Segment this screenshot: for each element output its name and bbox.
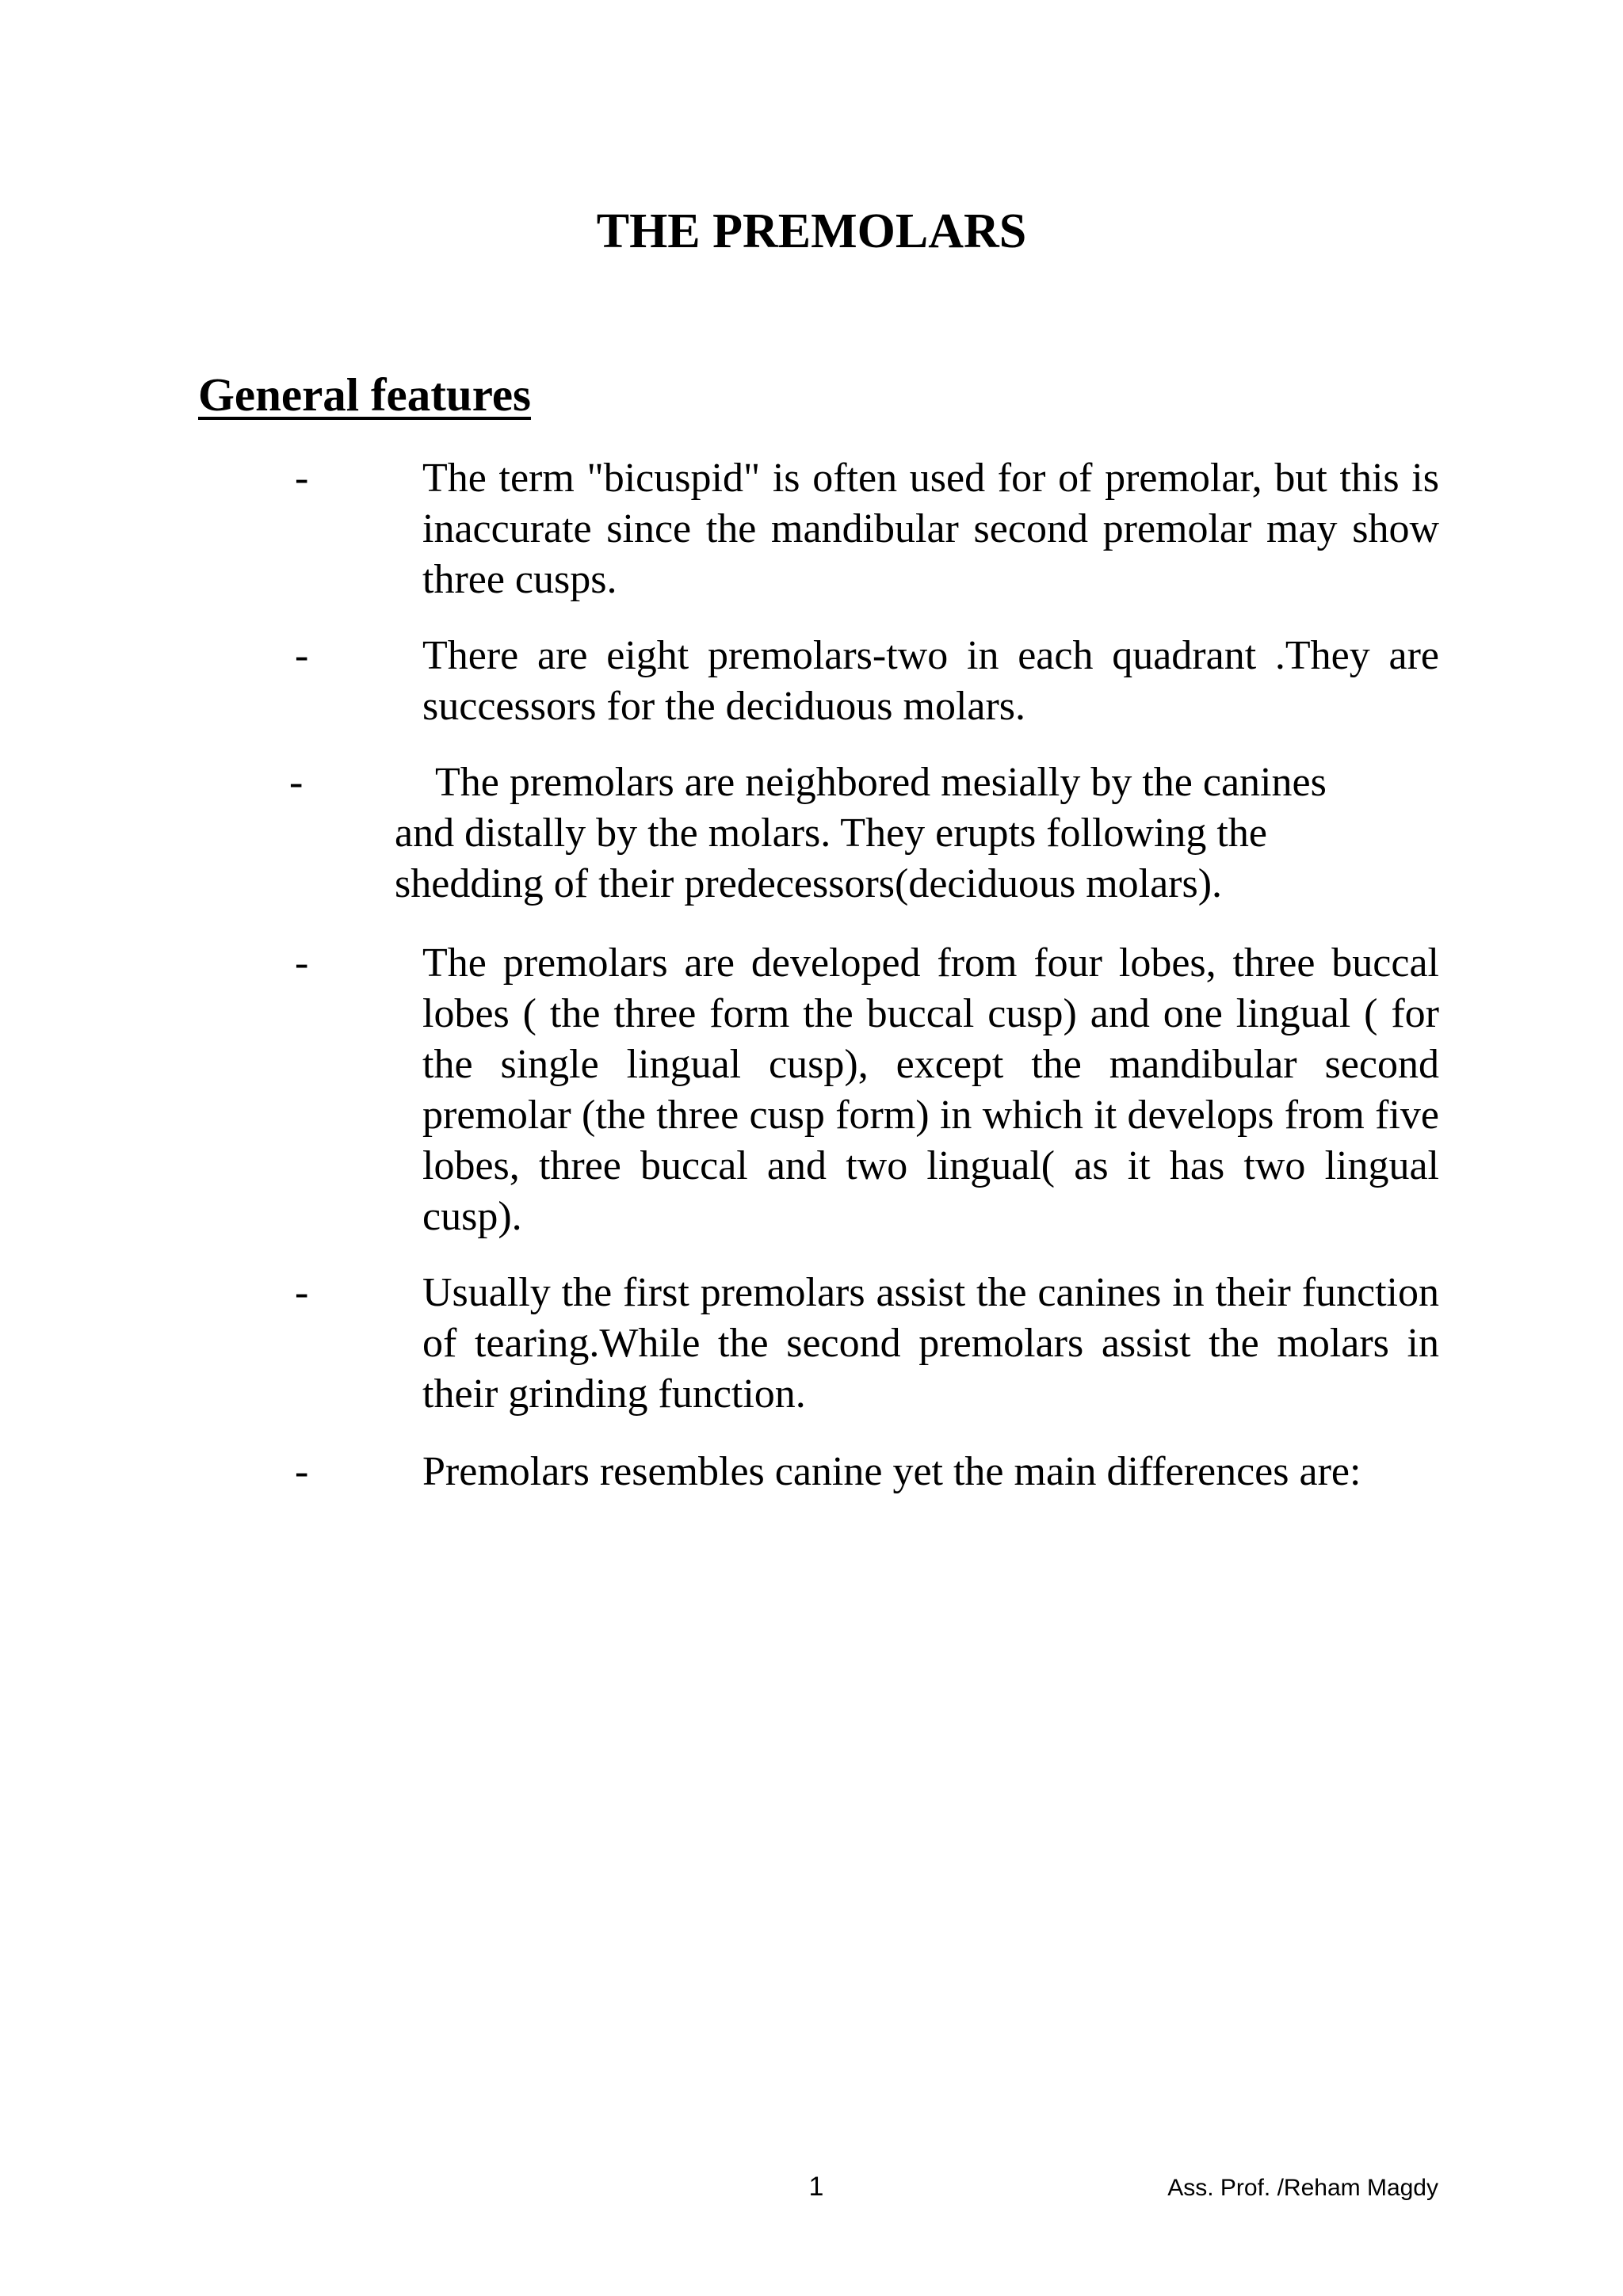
bullet-text: Premolars resembles canine yet the main differences are: [422, 1449, 1361, 1494]
bullet-text-continuation: and distally by the molars. They erupts following the shedding of their predecessors(deciduous molars). [395, 810, 1267, 906]
bullet-dash: - [295, 1270, 309, 1315]
bullet-text: The premolars are developed from four lobes, three buccal lobes ( the three form the buccal cusp) and one lingual ( for the single lingual cusp), except the mandibular second premolar (the three cusp form) in which it develops from five lobes, three buccal and two lingual( as it has two lingual cusp). [422, 940, 1439, 1239]
page-number: 1 [808, 2172, 824, 2202]
bullet-text: There are eight premolars-two in each quadrant .They are successors for the deciduous molars. [422, 633, 1439, 729]
section-heading: General features [198, 368, 531, 421]
bullet-dash: - [295, 456, 309, 501]
footer-author: Ass. Prof. /Reham Magdy [1167, 2175, 1438, 2201]
bullet-text: The term "bicuspid" is often used for of premolar, but this is inaccurate since the mandibular second premolar may show three cusps. [422, 456, 1439, 602]
bullet-dash: - [289, 760, 304, 805]
bullet-text-first-line: The premolars are neighbored mesially by the canines [435, 760, 1327, 805]
bullet-dash: - [295, 1449, 309, 1494]
bullet-text: Usually the first premolars assist the canines in their function of tearing.While the second premolars assist the molars in their grinding function. [422, 1270, 1439, 1417]
bullet-dash: - [295, 940, 309, 986]
bullet-dash: - [295, 633, 309, 678]
page-title: THE PREMOLARS [596, 204, 1027, 258]
